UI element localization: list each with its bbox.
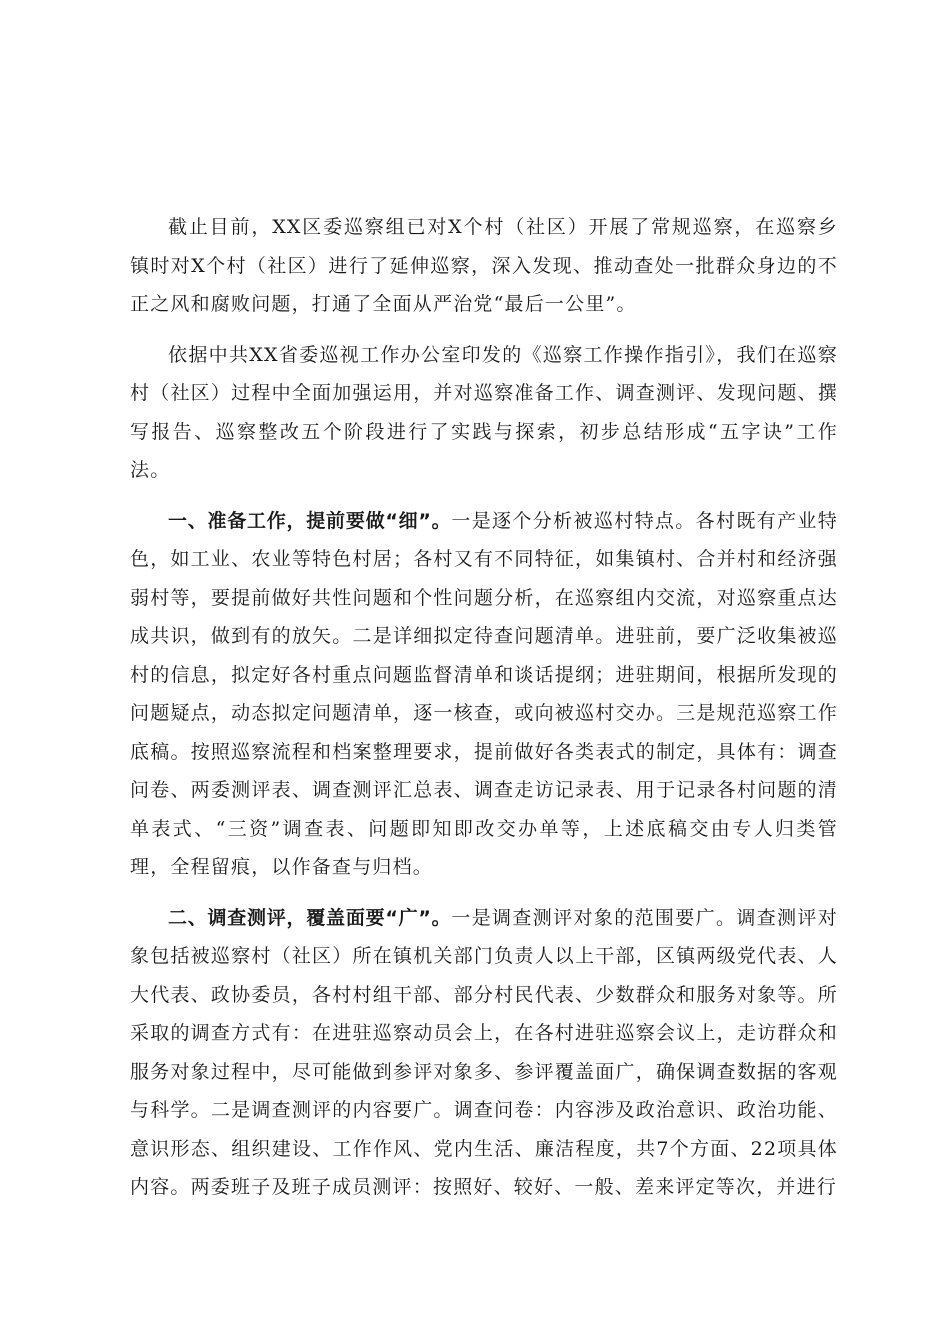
section-preparation — [130, 502, 838, 887]
section-text: 一是逐个分析被巡村特点。各村既有产业特色，如工业、农业等特色村居；各村又有不同特征，如集镇村、合并村和经济强弱村等，要提前做好共性问题和个性问题分析，在巡察组内交流，对巡察重点达成共识，做到有的放矢。二是详细拟定待查问题清单。进驻前，要广泛收集被巡村的信息，拟定好各村重点问题监督清单和谈话提纲；进驻期间，根据所发现的问题疑点，动态拟定问题清单，逐一核查，或向被巡村交办。三是规范巡察工作底稿。按照巡察流程和档案整理要求，提前做好各类表式的制定，具体有：调查问卷、两委测评表、调查测评汇总表、调查走访记录表、用于记录各村问题的清单表式、“三资”调查表、问题即知即改交办单等，上述底稿交由专人归类管理，全程留痕，以作备查与归档。 — [130, 509, 838, 878]
paragraph-intro — [130, 208, 838, 324]
section-heading: 二、调查测评，覆盖面要“广”。 — [168, 906, 452, 929]
section-survey — [130, 899, 838, 1207]
paragraph-basis — [130, 336, 838, 490]
paragraph-text: 截止目前，XX区委巡察组已对X个村（社区）开展了常规巡察，在巡察乡镇时对X个村（社区）进行了延伸巡察，深入发现、推动查处一批群众身边的不正之风和腐败问题，打通了全面从严治党“最后一公里”。 — [130, 216, 838, 315]
section-text: 一是调查测评对象的范围要广。调查测评对象包括被巡察村（社区）所在镇机关部门负责人以上干部，区镇两级党代表、人大代表、政协委员，各村村组干部、部分村民代表、少数群众和服务对象等。所采取的调查方式有：在进驻巡察动员会上，在各村进驻巡察会议上，走访群众和服务对象过程中，尽可能做到参评对象多、参评覆盖面广，确保调查数据的客观与科学。二是调查测评的内容要广。调查问卷：内容涉及政治意识、政治功能、意识形态、组织建设、工作作风、党内生活、廉洁程度，共7个方面、22项具体内容。两委班子及班子成员测评：按照好、较好、一般、差来评定等次，并进行 — [130, 906, 838, 1198]
section-heading: 一、准备工作，提前要做“细”。 — [168, 509, 452, 532]
paragraph-text: 依据中共XX省委巡视工作办公室印发的《巡察工作操作指引》，我们在巡察村（社区）过程中全面加强运用，并对巡察准备工作、调查测评、发现问题、撰写报告、巡察整改五个阶段进行了实践与探索，初步总结形成“五字诀”工作法。 — [130, 343, 838, 481]
document-body — [130, 208, 838, 1219]
